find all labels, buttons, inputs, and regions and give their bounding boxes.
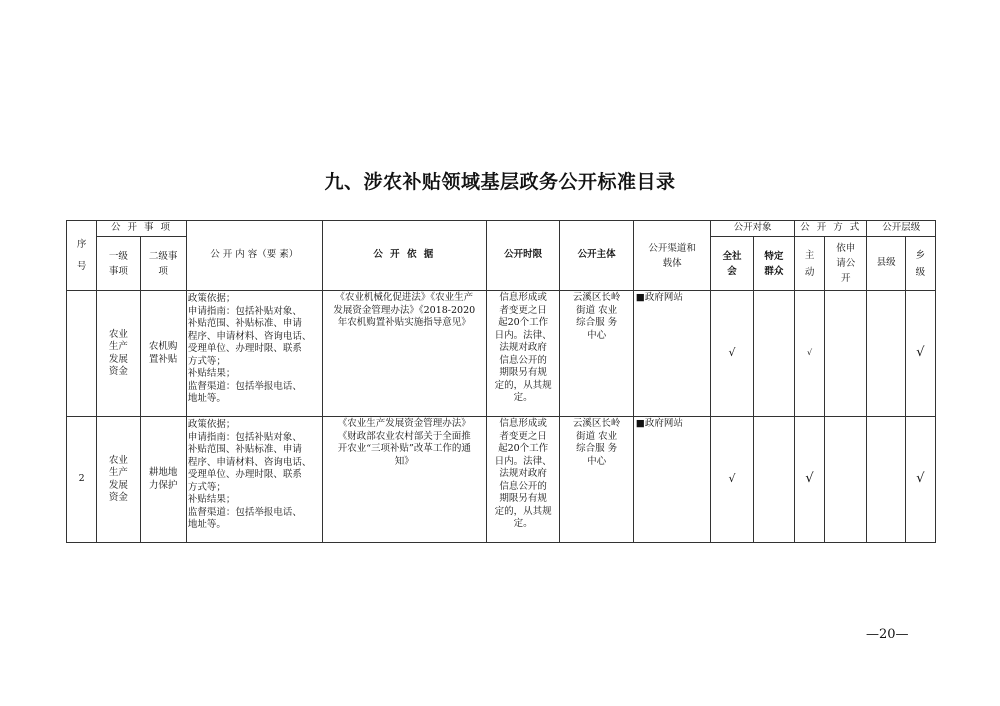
row-level1: 农业 生产 发展 资金: [97, 291, 140, 417]
header-content: 公 开 内 容（要 素）: [186, 221, 322, 291]
row-content: 政策依据； 申请指南：包括补贴对象、 补贴范围、补贴标准、申请 程序、申请材料、咨询电话、 受理单位、办理时限、联系 方式等； 补贴结果； 监督渠道：包括举报电话、 地址等。: [186, 417, 322, 543]
table-row: [67, 417, 936, 543]
row-basis: 《农业机械化促进法》《农业生产 发展资金管理办法》《2018-2020 年农机购置补贴实施指导意见》: [322, 291, 486, 417]
row-level2: 农机购 置补贴: [140, 291, 186, 417]
row-time-limit: 信息形成或 者变更之日 起20个工作 日内。法律、 法规对政府 信息公开的 期限另有规 定的，从其规 定。: [486, 291, 560, 417]
row-subject: 云溪区长岭 街道 农业 综合服 务 中心: [560, 417, 634, 543]
page-number: —20—: [866, 627, 909, 642]
header-seq: 序 号: [67, 221, 97, 291]
row-method-active: √: [794, 417, 824, 543]
row-level1: 农业 生产 发展 资金: [97, 417, 140, 543]
row-method-active: √: [794, 291, 824, 417]
row-object-all: √: [711, 417, 753, 543]
document-title: 九、涉农补贴领域基层政务公开标准目录: [324, 171, 676, 193]
header-time-limit: 公开时限: [486, 221, 560, 291]
row-level-town: √: [905, 291, 935, 417]
header-channel: 公开渠道和 载体: [633, 221, 711, 291]
row-object-specific: [753, 291, 794, 417]
row-level2: 耕地地 力保护: [140, 417, 186, 543]
header-object-group: 公开对象: [711, 221, 795, 237]
header-subject: 公开主体: [560, 221, 634, 291]
row-level-town: √: [905, 417, 935, 543]
table-row: [67, 291, 936, 417]
header-basis: 公 开 依 据: [322, 221, 486, 291]
header-level-county: 县级: [867, 237, 905, 291]
header-row-1: [67, 221, 936, 237]
header-object-specific: 特定 群众: [753, 237, 794, 291]
row-basis: 《农业生产发展资金管理办法》 《财政部农业农村部关于全面推 开农业“三项补贴”改革工作的通 知》: [322, 417, 486, 543]
header-object-all: 全社 会: [711, 237, 753, 291]
header-method-group: 公 开 方 式: [794, 221, 866, 237]
row-method-request: [825, 291, 867, 417]
disclosure-catalog-table: [66, 220, 936, 543]
row-channel: ■政府网站: [633, 291, 711, 417]
row-method-request: [825, 417, 867, 543]
header-items-group: 公 开 事 项: [97, 221, 187, 237]
row-seq: 2: [67, 417, 97, 543]
header-method-active: 主 动: [794, 237, 824, 291]
header-level-group: 公开层级: [867, 221, 936, 237]
header-level-town: 乡 级: [905, 237, 935, 291]
row-content: 政策依据； 申请指南：包括补贴对象、 补贴范围、补贴标准、申请 程序、申请材料、咨询电话、 受理单位、办理时限、联系 方式等； 补贴结果； 监督渠道：包括举报电话、 地址等。: [186, 291, 322, 417]
row-object-specific: [753, 417, 794, 543]
header-method-request: 依申 请公 开: [825, 237, 867, 291]
row-time-limit: 信息形成或 者变更之日 起20个工作 日内。法律、 法规对政府 信息公开的 期限另有规 定的，从其规 定。: [486, 417, 560, 543]
row-object-all: √: [711, 291, 753, 417]
header-level1: 一级 事项: [97, 237, 140, 291]
row-channel: ■政府网站: [633, 417, 711, 543]
row-subject: 云溪区长岭 街道 农业 综合服 务 中心: [560, 291, 634, 417]
header-level2: 二级事 项: [140, 237, 186, 291]
row-level-county: [867, 417, 905, 543]
row-seq: [67, 291, 97, 417]
row-level-county: [867, 291, 905, 417]
